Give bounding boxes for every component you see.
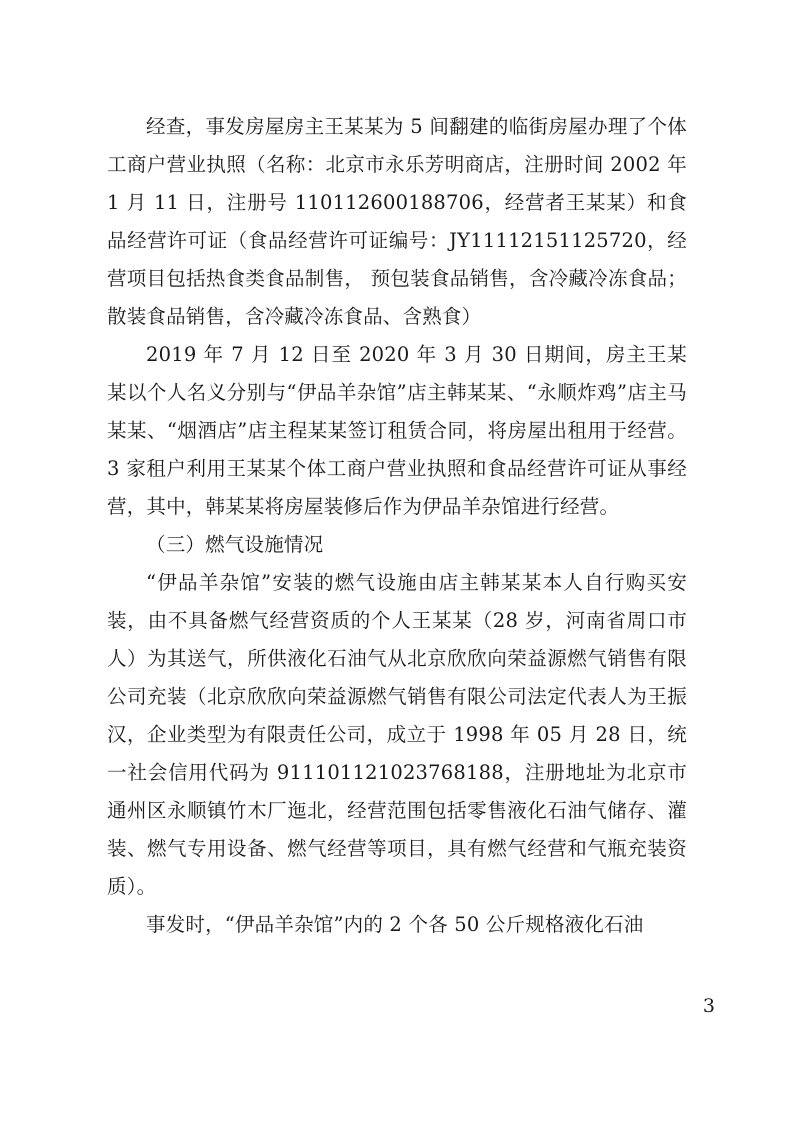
paragraph-incident-cylinders: 事发时，“伊品羊杂馆”内的 2 个各 50 公斤规格液化石油 (146, 913, 644, 936)
paragraph-gas-supplier: “伊品羊杂馆”安装的燃气设施由店主韩某某本人自行购买安装，由不具备燃气经营资质的个人王某某（28 岁，河南省周口市人）为其送气，所供液化石油气从北京欣欣向荣益源燃气销售有限公司充装（北京欣欣向荣益源燃气销售有限公司法定代表人为王振汉，企业类型为有限责任公司，成立于 1998 年 05 月 28 日，统一社会信用代码为 911101121023768188，注册地址为北京市通州区永顺镇竹木厂迤北，经营范围包括零售液化石油气储存、灌装、燃气专用设备、燃气经营等项目，具有燃气经营和气瓶充装资质）。 (107, 571, 687, 898)
page-number: 3 (702, 995, 715, 1017)
section-heading-gas-facilities: （三）燃气设施情况 (146, 533, 324, 556)
paragraph-business-license: 经查，事发房屋房主王某某为 5 间翻建的临街房屋办理了个体工商户营业执照（名称：北京市永乐芳明商店，注册时间 2002 年 1 月 11 日，注册号 110112600188706，经营者王某某）和食品经营许可证（食品经营许可证编号：JY11112151125720，经营项目包括热食类食品制售， 预包装食品销售，含冷藏冷冻食品；散装食品销售，含冷藏冷冻食品、含熟食） (107, 115, 687, 328)
document-body (107, 108, 687, 944)
paragraph-lease-contracts: 2019 年 7 月 12 日至 2020 年 3 月 30 日期间，房主王某某以个人名义分别与“伊品羊杂馆”店主韩某某、“永顺炸鸡”店主马某某、“烟酒店”店主程某某签订租赁合同，将房屋出租用于经营。3 家租户利用王某某个体工商户营业执照和食品经营许可证从事经营，其中，韩某某将房屋装修后作为伊品羊杂馆进行经营。 (107, 343, 687, 518)
